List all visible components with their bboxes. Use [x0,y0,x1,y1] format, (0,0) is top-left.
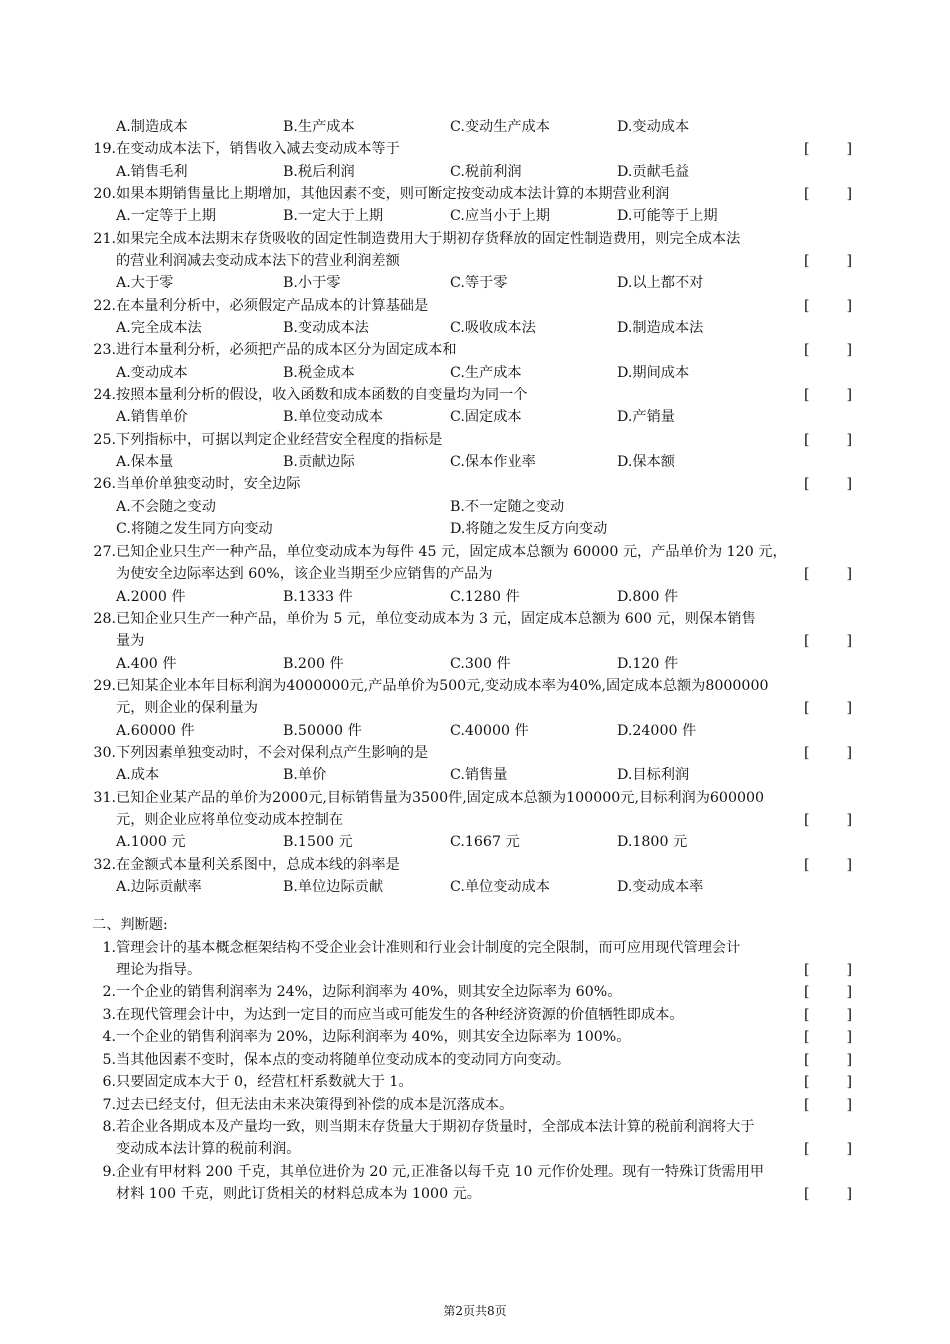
question-line [0,541,950,563]
option: A.大于零 [116,275,174,291]
bracket-right: ] [846,984,852,1000]
option-row [0,272,950,294]
bracket-right: ] [846,857,852,873]
question-continuation [0,563,950,585]
question-number: 1. [102,940,116,956]
bracket-right: ] [846,566,852,582]
bracket-right: ] [846,1029,852,1045]
question-number: 19. [93,141,116,157]
question-line [0,1004,950,1026]
option: A.一定等于上期 [116,208,216,224]
answer-bracket[interactable] [804,250,852,272]
answer-bracket[interactable] [804,809,852,831]
question-text: 已知企业只生产一种产品，单价为 5 元，单位变动成本为 3 元，固定成本总额为 600 元，则保本销售 [116,611,756,627]
question-text: 一个企业的销售利润率为 20%，边际利润率为 40%，则其安全边际率为 100%。 [116,1029,631,1045]
bracket-left: [ [804,342,810,358]
question-number: 20. [93,186,116,202]
question-text: 管理会计的基本概念框架结构不受企业会计准则和行业会计制度的完全限制，而可应用现代管理会计 [116,940,741,956]
question-line [0,183,950,205]
option-row [0,764,950,786]
answer-bracket[interactable] [804,384,852,406]
option: C.将随之发生同方向变动 [116,521,273,537]
bracket-left: [ [804,745,810,761]
option: A.不会随之变动 [116,499,216,515]
question-continuation [0,250,950,272]
question-text: 元，则企业应将单位变动成本控制在 [116,812,344,828]
answer-bracket[interactable] [804,1094,852,1116]
bracket-right: ] [846,298,852,314]
bracket-right: ] [846,1007,852,1023]
option-row [0,496,950,518]
option: D.120 件 [617,656,679,672]
page-footer: 第2页共8页 [443,1304,507,1318]
question-text: 在本量利分析中，必须假定产品成本的计算基础是 [116,298,429,314]
question-number: 9. [102,1164,116,1180]
bracket-left: [ [804,1074,810,1090]
answer-bracket[interactable] [804,1138,852,1160]
question-line [0,295,950,317]
question-text: 下列指标中，可据以判定企业经营安全程度的指标是 [116,432,443,448]
option: B.小于零 [283,275,341,291]
option-row [0,831,950,853]
option: C.300 件 [450,656,511,672]
answer-bracket[interactable] [804,1183,852,1205]
question-continuation [0,1138,950,1160]
bracket-left: [ [804,476,810,492]
option-row [0,362,950,384]
answer-bracket[interactable] [804,630,852,652]
option: B.变动成本法 [283,320,369,336]
bracket-right: ] [846,700,852,716]
question-number: 31. [93,790,116,806]
answer-bracket[interactable] [804,429,852,451]
bracket-left: [ [804,812,810,828]
option: B.单价 [283,767,327,783]
answer-bracket[interactable] [804,981,852,1003]
answer-bracket[interactable] [804,138,852,160]
question-text: 按照本量利分析的假设，收入函数和成本函数的自变量均为同一个 [116,387,528,403]
option: C.税前利润 [450,164,522,180]
option-row [0,161,950,183]
bracket-right: ] [846,253,852,269]
question-text: 元，则企业的保利量为 [116,700,258,716]
question-continuation [0,630,950,652]
question-number: 30. [93,745,116,761]
bracket-left: [ [804,387,810,403]
question-line [0,339,950,361]
question-line [0,1116,950,1138]
question-line [0,675,950,697]
option: B.1500 元 [283,834,353,850]
option-row [0,720,950,742]
question-line [0,429,950,451]
question-line [0,138,950,160]
bracket-right: ] [846,432,852,448]
bracket-left: [ [804,1029,810,1045]
question-number: 32. [93,857,116,873]
question-text: 过去已经支付，但无法由未来决策得到补偿的成本是沉落成本。 [116,1097,514,1113]
option: A.销售毛利 [116,164,188,180]
option: D.24000 件 [617,723,697,739]
bracket-left: [ [804,1186,810,1202]
option-row [0,406,950,428]
question-text: 量为 [116,633,145,649]
option: A.保本量 [116,454,174,470]
question-text: 已知某企业本年目标利润为4000000元,产品单价为500元,变动成本率为40%,固定成本总额为8000000 [116,678,769,694]
option: B.生产成本 [283,119,355,135]
bracket-left: [ [804,633,810,649]
question-text: 材料 100 千克，则此订货相关的材料总成本为 1000 元。 [116,1186,481,1202]
option: D.贡献毛益 [617,164,690,180]
option: C.单位变动成本 [450,879,550,895]
bracket-right: ] [846,812,852,828]
bracket-right: ] [846,1097,852,1113]
option-row [0,205,950,227]
answer-bracket[interactable] [804,295,852,317]
answer-bracket[interactable] [804,473,852,495]
question-number: 22. [93,298,116,314]
option-row [0,317,950,339]
answer-bracket[interactable] [804,1071,852,1093]
option: D.变动成本率 [617,879,704,895]
option: A.变动成本 [116,365,188,381]
answer-bracket[interactable] [804,563,852,585]
option: A.成本 [116,767,160,783]
option: B.单位边际贡献 [283,879,384,895]
question-number: 24. [93,387,116,403]
option: A.完全成本法 [116,320,202,336]
question-line [0,742,950,764]
question-text: 下列因素单独变动时，不会对保利点产生影响的是 [116,745,429,761]
question-number: 27. [93,544,116,560]
question-number: 21. [93,231,116,247]
question-line [0,787,950,809]
question-line [0,1094,950,1116]
option: D.1800 元 [617,834,688,850]
option: C.销售量 [450,767,508,783]
option: D.期间成本 [617,365,690,381]
option: A.边际贡献率 [116,879,202,895]
answer-bracket[interactable] [804,183,852,205]
answer-bracket[interactable] [804,339,852,361]
answer-bracket[interactable] [804,1004,852,1026]
bracket-right: ] [846,186,852,202]
question-line [0,981,950,1003]
question-text: 当单价单独变动时，安全边际 [116,476,301,492]
bracket-left: [ [804,432,810,448]
bracket-right: ] [846,1141,852,1157]
option: C.变动生产成本 [450,119,550,135]
option: A.400 件 [116,656,177,672]
bracket-left: [ [804,1141,810,1157]
option: D.以上都不对 [617,275,704,291]
question-continuation [0,809,950,831]
bracket-right: ] [846,342,852,358]
bracket-left: [ [804,962,810,978]
answer-bracket[interactable] [804,959,852,981]
option: D.将随之发生反方向变动 [450,521,608,537]
question-number: 3. [102,1007,116,1023]
question-line [0,1049,950,1071]
answer-bracket[interactable] [804,1026,852,1048]
question-number: 23. [93,342,116,358]
bracket-left: [ [804,253,810,269]
option: B.200 件 [283,656,344,672]
option-row [0,876,950,898]
option: B.贡献边际 [283,454,355,470]
option-row [0,116,950,138]
option: C.1667 元 [450,834,520,850]
option: C.吸收成本法 [450,320,536,336]
answer-bracket[interactable] [804,742,852,764]
question-number: 8. [102,1119,116,1135]
option: D.变动成本 [617,119,690,135]
option-row [0,653,950,675]
option: B.1333 件 [283,589,353,605]
question-text: 在变动成本法下，销售收入减去变动成本等于 [116,141,400,157]
bracket-right: ] [846,141,852,157]
option: C.固定成本 [450,409,522,425]
option-row [0,586,950,608]
question-text: 变动成本法计算的税前利润。 [116,1141,301,1157]
bracket-right: ] [846,1186,852,1202]
bracket-left: [ [804,566,810,582]
option: A.2000 件 [116,589,186,605]
question-line [0,228,950,250]
question-text: 一个企业的销售利润率为 24%，边际利润率为 40%，则其安全边际率为 60%。 [116,984,622,1000]
question-text: 为使安全边际率达到 60%，该企业当期至少应销售的产品为 [116,566,493,582]
option: C.保本作业率 [450,454,536,470]
question-text: 企业有甲材料 200 千克，其单位进价为 20 元,正准备以每千克 10 元作价处理。现有一特殊订货需用甲 [116,1164,765,1180]
question-number: 28. [93,611,116,627]
option: D.可能等于上期 [617,208,718,224]
bracket-left: [ [804,984,810,1000]
question-continuation [0,1183,950,1205]
option-row [0,451,950,473]
question-text: 已知企业某产品的单价为2000元,目标销售量为3500件,固定成本总额为100000元,目标利润为600000 [116,790,765,806]
question-line [0,1026,950,1048]
question-line [0,854,950,876]
question-text: 只要固定成本大于 0，经营杠杆系数就大于 1。 [116,1074,413,1090]
question-number: 29. [93,678,116,694]
option: B.税金成本 [283,365,355,381]
question-text: 进行本量利分析，必须把产品的成本区分为固定成本和 [116,342,457,358]
question-number: 2. [102,984,116,1000]
option: A.制造成本 [116,119,188,135]
question-text: 的营业利润减去变动成本法下的营业利润差额 [116,253,400,269]
answer-bracket[interactable] [804,697,852,719]
option: C.1280 件 [450,589,520,605]
option: B.税后利润 [283,164,355,180]
bracket-right: ] [846,1074,852,1090]
bracket-left: [ [804,857,810,873]
option: B.单位变动成本 [283,409,384,425]
bracket-left: [ [804,700,810,716]
question-number: 5. [102,1052,116,1068]
bracket-right: ] [846,745,852,761]
question-line [0,608,950,630]
option: C.应当小于上期 [450,208,550,224]
option-row [0,518,950,540]
question-text: 如果完全成本法期末存货吸收的固定性制造费用大于期初存货释放的固定性制造费用，则完全成本法 [116,231,741,247]
question-number: 6. [102,1074,116,1090]
bracket-right: ] [846,633,852,649]
question-text: 在金额式本量利关系图中，总成本线的斜率是 [116,857,400,873]
question-continuation [0,959,950,981]
question-text: 已知企业只生产一种产品，单位变动成本为每件 45 元，固定成本总额为 60000 元，产品单价为 120 元， [116,544,787,560]
bracket-left: [ [804,1097,810,1113]
bracket-right: ] [846,476,852,492]
question-line [0,473,950,495]
bracket-left: [ [804,1052,810,1068]
option: A.60000 件 [116,723,195,739]
section-heading [0,914,950,936]
question-text: 当其他因素不变时，保本点的变动将随单位变动成本的变动同方向变动。 [116,1052,571,1068]
answer-bracket[interactable] [804,1049,852,1071]
question-text: 理论为指导。 [116,962,202,978]
bracket-right: ] [846,962,852,978]
option: D.目标利润 [617,767,690,783]
option: A.1000 元 [116,834,186,850]
question-number: 7. [102,1097,116,1113]
option: B.一定大于上期 [283,208,384,224]
section-heading-text: 二、判断题: [92,917,168,933]
option: B.不一定随之变动 [450,499,565,515]
option: B.50000 件 [283,723,362,739]
question-line [0,937,950,959]
option: A.销售单价 [116,409,188,425]
question-line [0,384,950,406]
bracket-right: ] [846,1052,852,1068]
question-line [0,1161,950,1183]
question-continuation [0,697,950,719]
question-number: 26. [93,476,116,492]
question-number: 4. [102,1029,116,1045]
question-text: 如果本期销售量比上期增加，其他因素不变，则可断定按变动成本法计算的本期营业利润 [116,186,670,202]
option: D.产销量 [617,409,675,425]
bracket-left: [ [804,141,810,157]
bracket-right: ] [846,387,852,403]
question-text: 若企业各期成本及产量均一致，则当期末存货量大于期初存货量时，全部成本法计算的税前利润将大于 [116,1119,755,1135]
bracket-left: [ [804,298,810,314]
option: D.800 件 [617,589,679,605]
option: C.40000 件 [450,723,529,739]
bracket-left: [ [804,1007,810,1023]
question-text: 在现代管理会计中，为达到一定目的而应当或可能发生的各种经济资源的价值牺牲即成本。 [116,1007,684,1023]
question-line [0,1071,950,1093]
option: C.生产成本 [450,365,522,381]
option: D.制造成本法 [617,320,704,336]
answer-bracket[interactable] [804,854,852,876]
option: D.保本额 [617,454,675,470]
bracket-left: [ [804,186,810,202]
option: C.等于零 [450,275,508,291]
question-number: 25. [93,432,116,448]
